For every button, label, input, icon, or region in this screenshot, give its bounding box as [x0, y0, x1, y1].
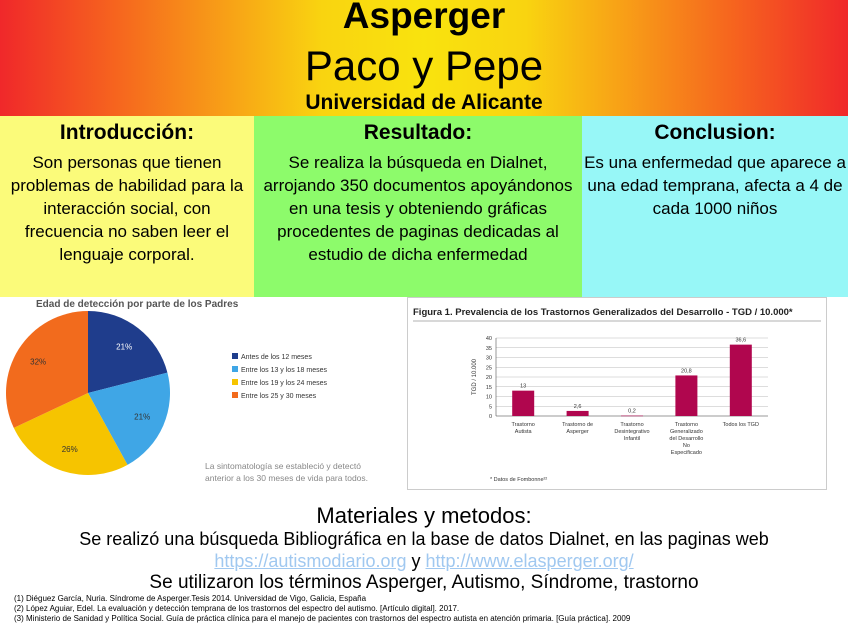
bar-chart-title: Figura 1. Prevalencia de los Trastornos Generalizados del Desarrollo - TGD / 10.000* — [413, 307, 793, 318]
y-axis-label: TGD / 10.000 — [472, 358, 478, 396]
reference-item: (1) Diéguez García, Nuria. Síndrome de Asperger.Tesis 2014. Universidad de Vigo, Galicia, España — [14, 594, 367, 603]
methods-terms: Se utilizaron los términos Asperger, Autismo, Síndrome, trastorno — [149, 572, 699, 593]
legend-label: Entre los 13 y los 18 meses — [241, 367, 327, 374]
y-tick-label: 0 — [488, 414, 492, 420]
x-tick-label: Todos los TGD — [722, 422, 759, 428]
poster-title: Asperger — [342, 0, 506, 36]
legend-swatch — [232, 392, 238, 398]
methods-line-1: Se realizó una búsqueda Bibliográfica en la base de datos Dialnet, en las paginas web — [79, 529, 769, 549]
intro-text: Son personas que tienen problemas de habilidad para la interacción social, con frecuencia no saben leer el lenguaje corporal. — [10, 153, 244, 264]
bar — [730, 345, 752, 416]
bar — [567, 411, 589, 416]
pie-data-label: 21% — [116, 342, 133, 352]
conclusion-text: Es una enfermedad que aparece a una edad temprana, afecta a 4 de cada 1000 niños — [584, 153, 846, 218]
autismodiario-link[interactable]: https://autismodiario.org — [214, 551, 407, 571]
references — [14, 594, 844, 624]
y-tick-label: 40 — [485, 336, 492, 342]
elasperger-link[interactable]: http://www.elasperger.org/ — [425, 551, 634, 571]
bar-value-label: 0,2 — [628, 408, 636, 415]
pie-data-label: 32% — [30, 357, 47, 367]
pie-chart-panel — [0, 297, 403, 490]
pie-note-line: La sintomatología se estableció y detectó anterior a los 30 meses de vida para todos. — [205, 461, 369, 483]
x-tick-label: Trastorno Desintegrativo Infantil — [614, 422, 650, 442]
bar — [621, 416, 643, 417]
x-tick-label: Trastorno Autista — [511, 422, 535, 435]
results-column — [254, 116, 582, 297]
reference-item: (3) Ministerio de Sanidad y Política Social. Guía de práctica clínica para el manejo de pacientes con trastornos del espectro autista en atención primaria. [Guía práctica]. 2009 — [14, 614, 631, 623]
bar — [675, 375, 697, 416]
y-tick-label: 35 — [485, 345, 492, 352]
conclusion-heading: Conclusion: — [654, 121, 776, 144]
bar-value-label: 36,6 — [735, 337, 747, 344]
bar-value-label: 13 — [520, 383, 527, 390]
pie-data-label: 21% — [134, 412, 151, 422]
x-tick-label: Trastorno de Asperger — [562, 422, 594, 435]
university-name: Universidad de Alicante — [305, 91, 543, 114]
y-tick-label: 15 — [485, 384, 492, 391]
header-banner — [0, 0, 848, 116]
methods-links — [0, 550, 848, 572]
bar-chart-panel — [407, 297, 827, 490]
conclusion-column — [582, 116, 848, 297]
methods-heading: Materiales y metodos: — [316, 503, 532, 528]
pie-chart — [0, 297, 403, 490]
bar-value-label: 20,8 — [681, 368, 692, 375]
bar — [512, 391, 534, 416]
pie-chart-title: Edad de detección por parte de los Padres — [36, 299, 239, 310]
bar-footnote: * Datos de Fombonne²² — [490, 477, 548, 483]
intro-heading: Introducción: — [59, 121, 195, 144]
y-tick-label: 25 — [485, 365, 492, 372]
legend-swatch — [232, 353, 238, 359]
results-text: Se realiza la búsqueda en Dialnet, arrojando 350 documentos apoyándonos en una tesis y obteniendo gráficas procedentes de paginas dedicadas al estudio de dicha enfermedad — [263, 153, 573, 264]
legend-label: Entre los 25 y 30 meses — [241, 393, 317, 400]
poster-subtitle: Paco y Pepe — [304, 42, 544, 89]
y-tick-label: 20 — [485, 375, 492, 381]
bar-chart — [408, 298, 826, 489]
y-tick-label: 10 — [485, 394, 492, 401]
legend-label: Antes de los 12 meses — [241, 354, 312, 361]
x-tick-label: Trastorno Generalizado del Desarrollo No Especificado — [669, 422, 704, 456]
pie-data-label: 26% — [61, 445, 78, 455]
legend-swatch — [232, 366, 238, 372]
y-tick-label: 30 — [485, 355, 492, 362]
y-tick-label: 5 — [488, 404, 492, 411]
bar-value-label: 2,6 — [573, 403, 582, 410]
reference-item: (2) López Aguiar, Edel. La evaluación y detección temprana de los trastornos del espectro del autismo. [Artículo digital]. 2017. — [14, 604, 460, 613]
results-heading: Resultado: — [363, 121, 473, 144]
intro-column — [0, 116, 254, 297]
legend-swatch — [232, 379, 238, 385]
legend-label: Entre los 19 y los 24 meses — [241, 380, 327, 387]
conjunction-text: y — [411, 551, 421, 571]
